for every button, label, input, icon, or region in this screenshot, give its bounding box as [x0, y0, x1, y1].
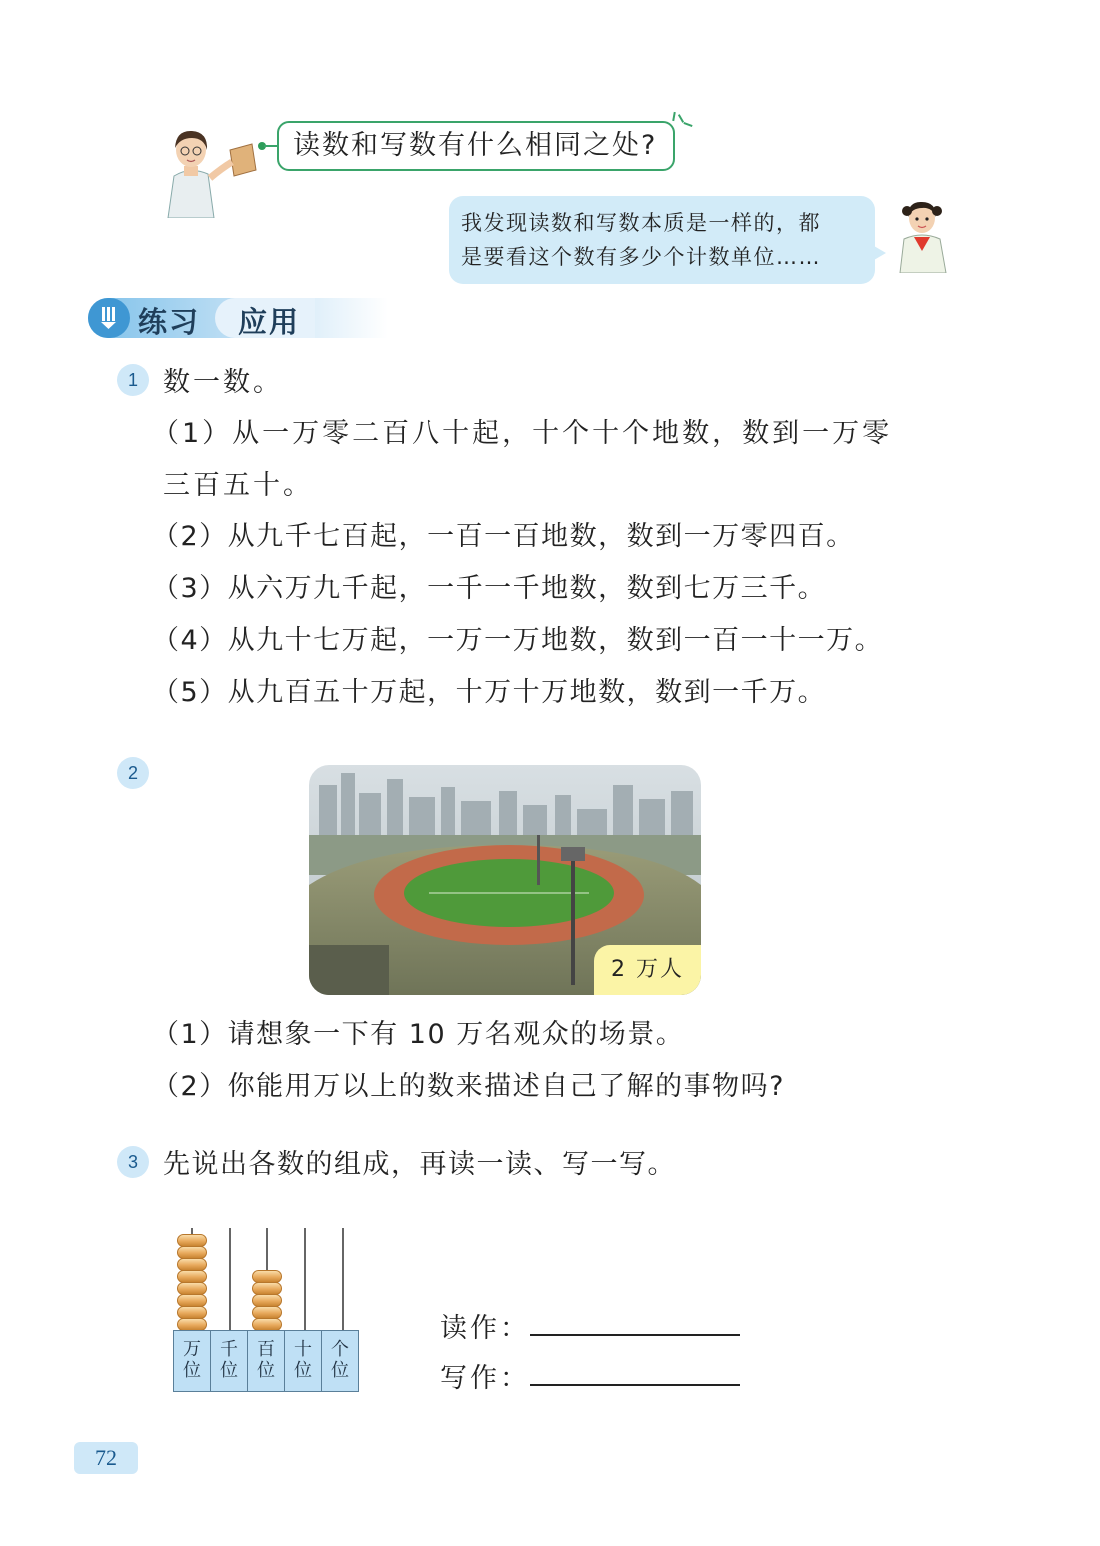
write-as-label: 写作： [440, 1363, 530, 1394]
student-illustration [892, 195, 954, 273]
page-number: 72 [95, 1445, 117, 1470]
abacus-bead [252, 1282, 282, 1295]
read-as-answer-line[interactable] [530, 1334, 740, 1336]
abacus-bead [177, 1282, 207, 1295]
problem-1-title: 数一数。 [163, 367, 283, 398]
section-title-practice: 练习 [138, 305, 201, 339]
problem-number-2: 2 [117, 757, 149, 789]
teacher-question-bubble: 读数和写数有什么相同之处? [277, 121, 675, 171]
problem-number-1: 1 [117, 364, 149, 396]
pencil-icon [88, 298, 130, 338]
abacus-bead [177, 1306, 207, 1319]
spark-mark [672, 112, 676, 121]
place-hundreds: 百 位 [248, 1331, 285, 1391]
place-ones: 个 位 [331, 1339, 349, 1381]
abacus-rod [304, 1228, 306, 1330]
answer-line: 是要看这个数有多少个计数单位…… [461, 245, 821, 269]
problem-1-item: （1）从一万零二百八十起，十个十个地数，数到一万零 [152, 418, 893, 449]
place-thousands: 千 位 [211, 1331, 248, 1391]
problem-1-item: （5）从九百五十万起，十万十万地数，数到一千万。 [152, 677, 827, 708]
place-ten-thousands: 万 位 [174, 1331, 211, 1391]
problem-1-item: （2）从九千七百起，一百一百地数，数到一万零四百。 [152, 521, 855, 552]
abacus-bead [252, 1270, 282, 1283]
problem-3-title: 先说出各数的组成，再读一读、写一写。 [163, 1149, 676, 1180]
read-as-label: 读作： [440, 1313, 530, 1344]
spark-mark [683, 122, 692, 127]
problem-number-3: 3 [117, 1146, 149, 1178]
bubble-tail [874, 246, 886, 260]
abacus-bead [177, 1258, 207, 1271]
problem-2-item: （2）你能用万以上的数来描述自己了解的事物吗? [152, 1071, 786, 1102]
problem-1-item: （4）从九十七万起，一万一万地数，数到一百一十一万。 [152, 625, 884, 656]
problem-2-item: （1）请想象一下有 10 万名观众的场景。 [152, 1019, 685, 1050]
student-answer-bubble [449, 196, 875, 284]
abacus-bead [177, 1234, 207, 1247]
problem-1-item: 三百五十。 [163, 470, 313, 501]
section-title-apply: 应用 [238, 305, 301, 339]
abacus-bead [177, 1270, 207, 1283]
answer-line: 我发现读数和写数本质是一样的，都 [461, 211, 821, 235]
problem-1-item: （3）从六万九千起，一千一千地数，数到七万三千。 [152, 573, 827, 604]
abacus-rod [229, 1228, 231, 1330]
abacus-bead [252, 1294, 282, 1307]
teacher-illustration [160, 128, 260, 218]
write-as-answer-line[interactable] [530, 1384, 740, 1386]
abacus-bead [177, 1246, 207, 1259]
bubble-connector [264, 145, 278, 147]
abacus-place-labels [173, 1330, 359, 1392]
abacus-rod [342, 1228, 344, 1330]
photo-caption: 2 万人 [594, 945, 701, 995]
abacus-bead [177, 1294, 207, 1307]
place-tens: 十 位 [285, 1331, 322, 1391]
abacus-bead [252, 1306, 282, 1319]
